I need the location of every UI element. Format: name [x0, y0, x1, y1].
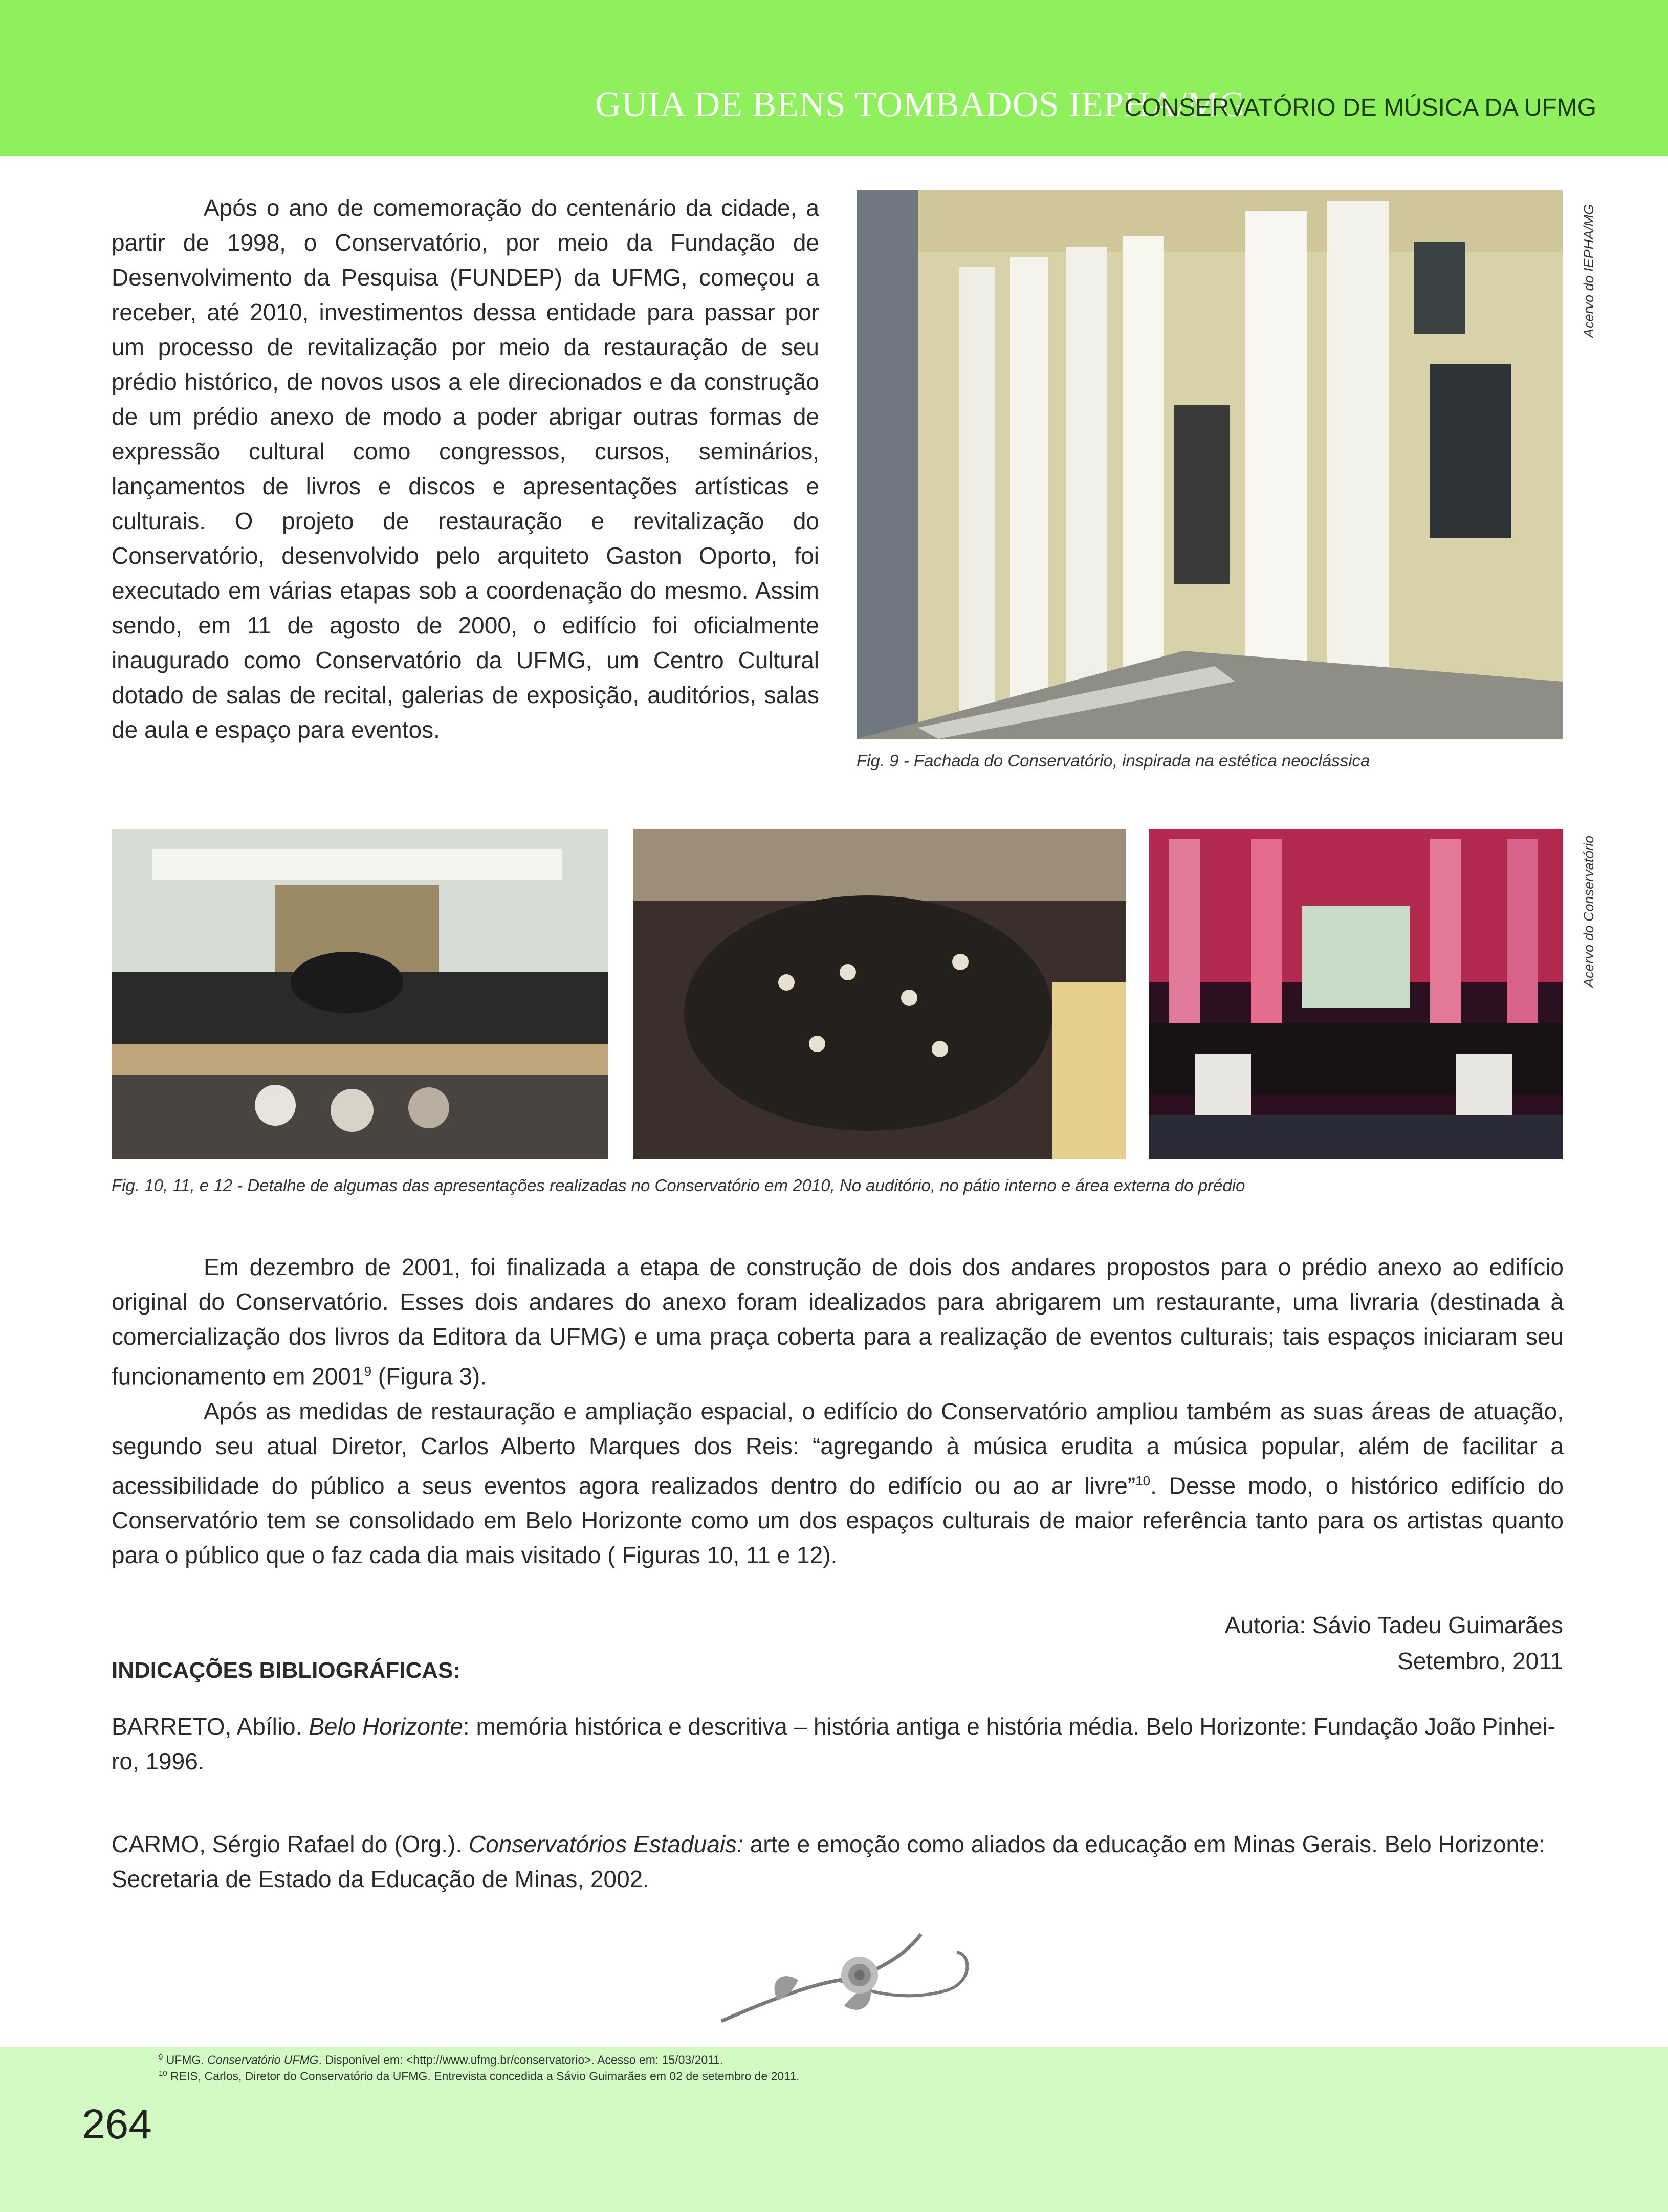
footnote-ref-10: 10 — [1135, 1473, 1151, 1488]
intro-paragraph: Após o ano de comemoração do centenário da cidade, a partir de 1998, o Conservatório, por meio da Fundação de Desenvolvimento da Pesquisa (FUNDEP) da UFMG, começou a receber, até 2010, investimentos dessa entidade para passar por um processo de revitalização por meio da restauração de seu prédio histórico, de novos usos a ele direcionados e da construção de um prédio anexo de modo a poder abrigar outras formas de expressão cultural como congressos, cursos, seminários, lançamentos de livros e discos e apresentações artísticas e culturais. O projeto de restauração e revitalização do Conservatório, desenvolvido pelo arquiteto Gaston Oporto, foi executado em várias etapas sob a coordenação do mesmo. Assim sendo, em 11 de agosto de 2000, o edifício foi oficialmente inaugurado como Conservatório da UFMG, um Centro Cultural dotado de salas de recital, galerias de exposição, auditórios, salas de aula e espaço para eventos. — [112, 194, 819, 743]
body-paragraph-2-end: . Desse modo, o histórico edifício do Conservatório tem se consolidado em Belo Horizonte como um dos espaços culturais de maior referência tanto para os artistas quanto para o público que o faz cada dia mais visitado ( Figuras 10, 11 e 12). — [112, 1472, 1564, 1569]
header-band — [0, 0, 1668, 156]
body-paragraph-1-end: (Figura 3). — [371, 1363, 487, 1390]
ref2-author: CARMO, Sérgio Rafael do (Org.). — [112, 1831, 469, 1857]
body-paragraph-1 — [112, 1250, 1564, 1393]
footnote-9 — [159, 2053, 723, 2067]
ref1-title: Belo Horizonte — [309, 1713, 463, 1740]
body-paragraph-2-text: Após as medidas de restauração e ampliação espacial, o edifício do Conservatório ampliou também as suas áreas de atuação, segundo seu atual Diretor, Carlos Alberto Marques dos Reis: “agregando à música erudita a música popular, além de facilitar a acessibilidade do público a seus eventos agora realizados dentro do edifício ou ao ar livre” — [112, 1398, 1564, 1499]
bibliography-entry-1 — [112, 1709, 1564, 1779]
chapter-title: CONSERVATÓRIO DE MÚSICA DA UFMG — [1124, 94, 1596, 121]
footnote-9-source: UFMG. — [163, 2053, 208, 2067]
photo-credit-iepha: Acervo do IEPHA/MG — [1581, 204, 1596, 338]
footnote-9-title: Conservatório UFMG — [207, 2053, 319, 2067]
date-line: Setembro, 2011 — [1397, 1648, 1563, 1674]
footnote-ref-9: 9 — [364, 1364, 372, 1379]
footnote-10-text: REIS, Carlos, Diretor do Conservatório da UFMG. Entrevista concedida a Sávio Guimarães em 02 de setembro de 2011. — [167, 2069, 800, 2083]
ref2-details: arte e emoção como aliados da educação em Minas Gerais. Belo Horizonte: Secretaria de Estado da Educação de Minas, 2002. — [112, 1831, 1546, 1892]
author-line: Autoria: Sávio Tadeu Guimarães — [1224, 1612, 1563, 1638]
figure-9-caption: Fig. 9 - Fachada do Conservatório, inspirada na estética neoclássica — [857, 751, 1370, 770]
publication-title: GUIA DE BENS TOMBADOS IEPHA/MG — [595, 85, 1246, 124]
page-number: 264 — [82, 2101, 152, 2148]
rose-ornament-icon — [706, 1924, 993, 2026]
footnote-9-details: . Disponível em: <http://www.ufmg.br/conservatorio>. Acesso em: 15/03/2011. — [318, 2053, 723, 2067]
bibliography-heading: INDICAÇÕES BIBLIOGRÁFICAS: — [112, 1658, 460, 1683]
footnote-10 — [159, 2069, 799, 2084]
footnote-10-number: 10 — [159, 2069, 167, 2078]
ref1-author: BARRETO, Abílio. — [112, 1713, 309, 1740]
ref1-details: : memória histórica e descritiva – história antiga e história média. Belo Horizonte: Fundação João Pinhei-ro, 1996. — [112, 1713, 1555, 1775]
courtyard-orchestra-photo — [633, 829, 1126, 1159]
body-paragraph-2 — [112, 1394, 1564, 1572]
outdoor-concert-photo — [1149, 829, 1563, 1159]
ref2-title: Conservatórios Estaduais: — [468, 1831, 743, 1857]
figures-10-12-caption: Fig. 10, 11, e 12 - Detalhe de algumas das apresentações realizadas no Conservatório em 2010, No auditório, no pátio interno e área externa do prédio — [112, 1176, 1245, 1195]
auditorium-concert-photo — [112, 829, 608, 1159]
footnote-9-number: 9 — [159, 2053, 163, 2062]
photo-credit-conservatorio: Acervo do Conservatório — [1581, 835, 1596, 988]
bibliography-entry-2 — [112, 1827, 1564, 1896]
body-paragraph-1-text: Em dezembro de 2001, foi finalizada a etapa de construção de dois dos andares propostos para o prédio anexo ao edifício original do Conservatório. Esses dois andares do anexo foram idealizados para abrigarem um restaurante, uma livraria (destinada à comercialização dos livros da Editora da UFMG) e uma praça coberta para a realização de eventos culturais; tais espaços iniciaram seu funcionamento em 2001 — [112, 1254, 1564, 1390]
facade-photo — [857, 190, 1563, 739]
